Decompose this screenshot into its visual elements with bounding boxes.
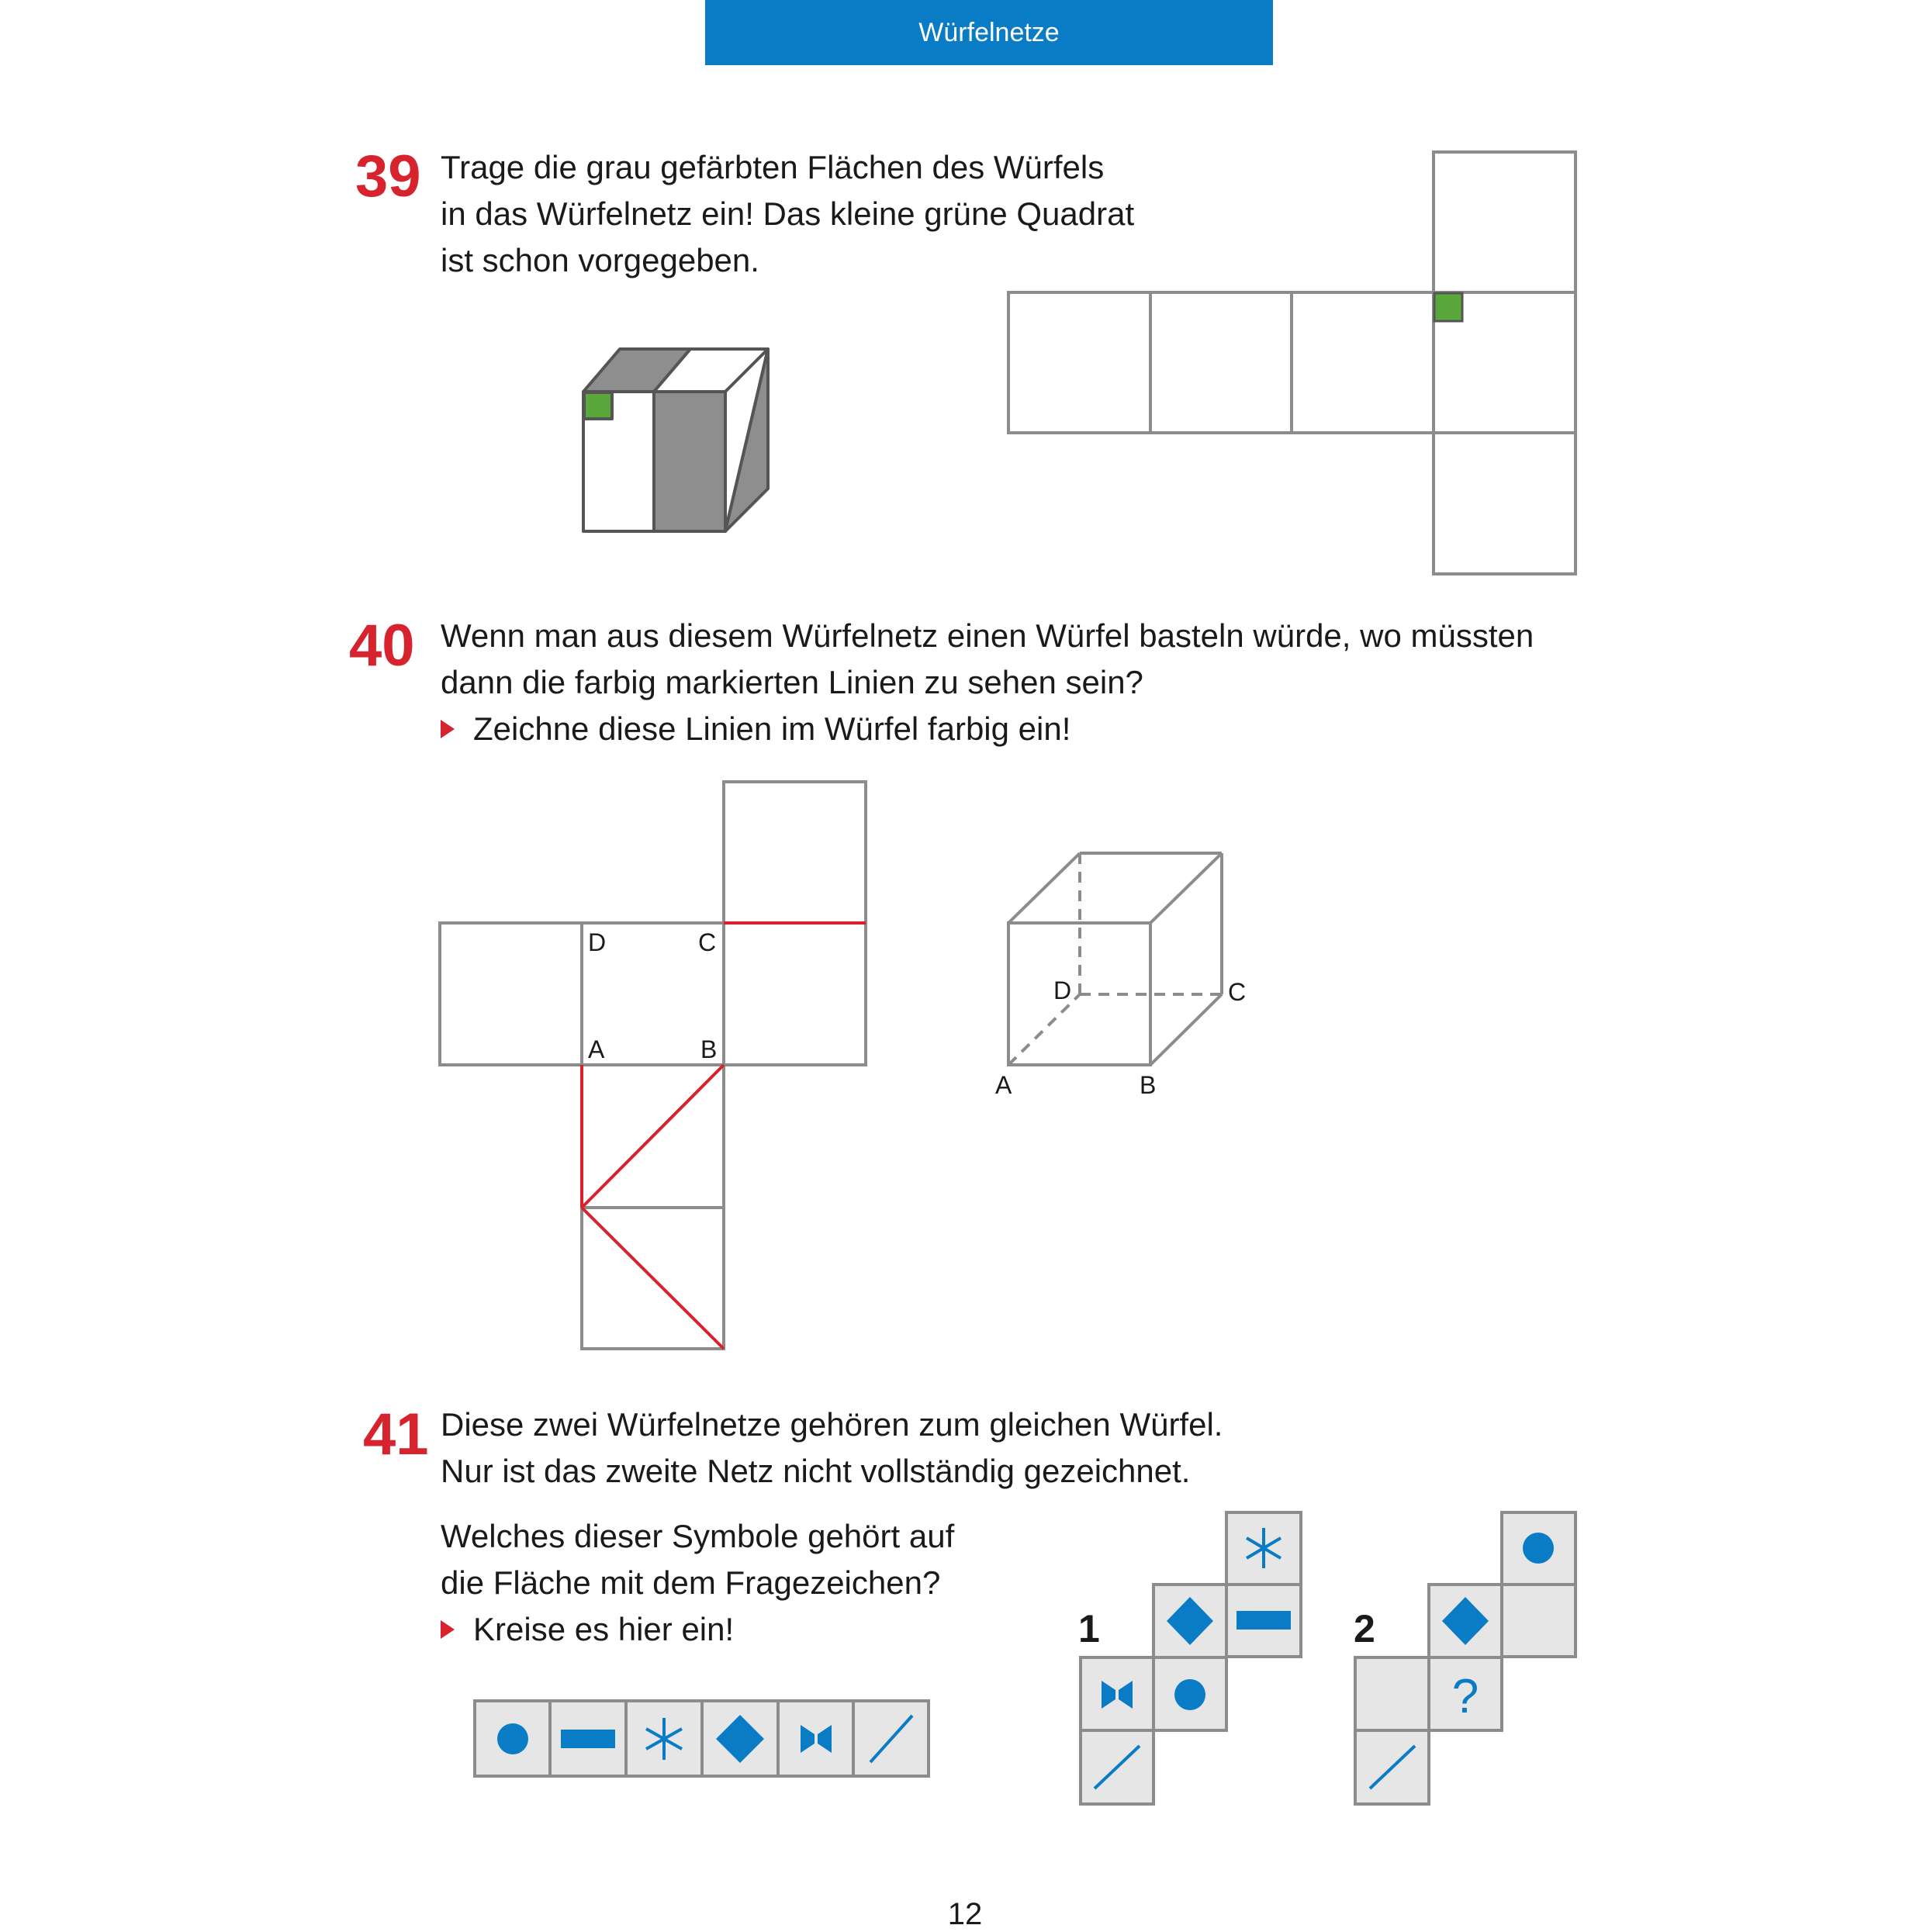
net39-green-square — [1434, 293, 1462, 321]
task-40-net — [440, 782, 866, 1349]
net40-face — [724, 782, 866, 923]
bar-icon — [561, 1730, 615, 1748]
page-number: 12 — [947, 1897, 983, 1931]
cube-edge — [1008, 853, 1080, 923]
task-41-question — [441, 1513, 954, 1653]
task-41-text — [441, 1401, 1223, 1495]
net40-face — [440, 923, 582, 1065]
task-40-cube — [1008, 853, 1222, 1065]
net39-face — [1434, 152, 1575, 292]
net40-label-a: A — [588, 1035, 605, 1063]
net40-face — [724, 923, 866, 1065]
task-40-line-1: Wenn man aus diesem Würfelnetz einen Würfel basteln würde, wo müssten — [441, 617, 1534, 654]
symbol-tile — [778, 1701, 853, 1776]
task-40-number: 40 — [349, 613, 415, 679]
net2-face — [1355, 1657, 1429, 1730]
task-41-instruction: Kreise es hier ein! — [473, 1611, 735, 1647]
task-41-line-1: Diese zwei Würfelnetze gehören zum gleichen Würfel. — [441, 1406, 1223, 1443]
task-39-line-2: in das Würfelnetz ein! Das kleine grüne Quadrat — [441, 195, 1135, 232]
net39-face — [1150, 292, 1292, 433]
net39-face — [1292, 292, 1434, 433]
task-39-cube — [583, 349, 768, 531]
net40-label-c: C — [698, 928, 717, 956]
task-41-instruction-row — [431, 1606, 954, 1653]
task-40-instruction: Zeichne diese Linien im Würfel farbig ein! — [473, 710, 1071, 747]
net40-label-d: D — [588, 928, 607, 956]
net39-face — [1434, 433, 1575, 574]
task-40-instruction-row — [431, 706, 1534, 752]
task-39-line-3: ist schon vorgegeben. — [441, 242, 759, 278]
cube40-label-c: C — [1228, 978, 1247, 1006]
cube-front-right-gray — [654, 392, 725, 531]
question-mark: ? — [1451, 1670, 1479, 1723]
task-40-line-2: dann die farbig markierten Linien zu sehen sein? — [441, 664, 1143, 700]
cube40-label-a: A — [995, 1071, 1012, 1099]
task-39-line-1: Trage die grau gefärbten Flächen des Würfels — [441, 149, 1105, 185]
net-2-label: 2 — [1354, 1607, 1375, 1650]
cube-edge — [1150, 853, 1222, 923]
task-41-net-1 — [1081, 1512, 1301, 1804]
cube40-label-b: B — [1140, 1071, 1157, 1099]
circle-icon — [1174, 1679, 1205, 1710]
circle-icon — [497, 1723, 528, 1754]
task-41-question-line-1: Welches dieser Symbole gehört auf — [441, 1518, 955, 1554]
header-title: Würfelnetze — [918, 17, 1060, 47]
net-1-label: 1 — [1078, 1607, 1100, 1650]
bar-icon — [1237, 1611, 1291, 1630]
task-41-symbol-row — [475, 1701, 929, 1776]
task-39-net — [1008, 152, 1575, 574]
net1-face — [1081, 1657, 1154, 1730]
cube-edge — [1150, 994, 1222, 1065]
net40-label-b: B — [700, 1035, 718, 1063]
net39-face — [1008, 292, 1150, 433]
cube-green-square — [584, 392, 612, 419]
cube-edge-hidden — [1008, 994, 1080, 1065]
task-41-number: 41 — [363, 1401, 429, 1467]
task-41-line-2: Nur ist das zweite Netz nicht vollständig gezeichnet. — [441, 1453, 1191, 1489]
cube40-label-d: D — [1053, 976, 1072, 1004]
circle-icon — [1523, 1533, 1554, 1564]
task-40-text — [441, 613, 1534, 752]
triangle-bullet-icon — [441, 1620, 455, 1639]
task-41-question-line-2: die Fläche mit dem Fragezeichen? — [441, 1564, 941, 1601]
triangle-bullet-icon — [441, 720, 455, 738]
task-39-number: 39 — [355, 143, 421, 209]
